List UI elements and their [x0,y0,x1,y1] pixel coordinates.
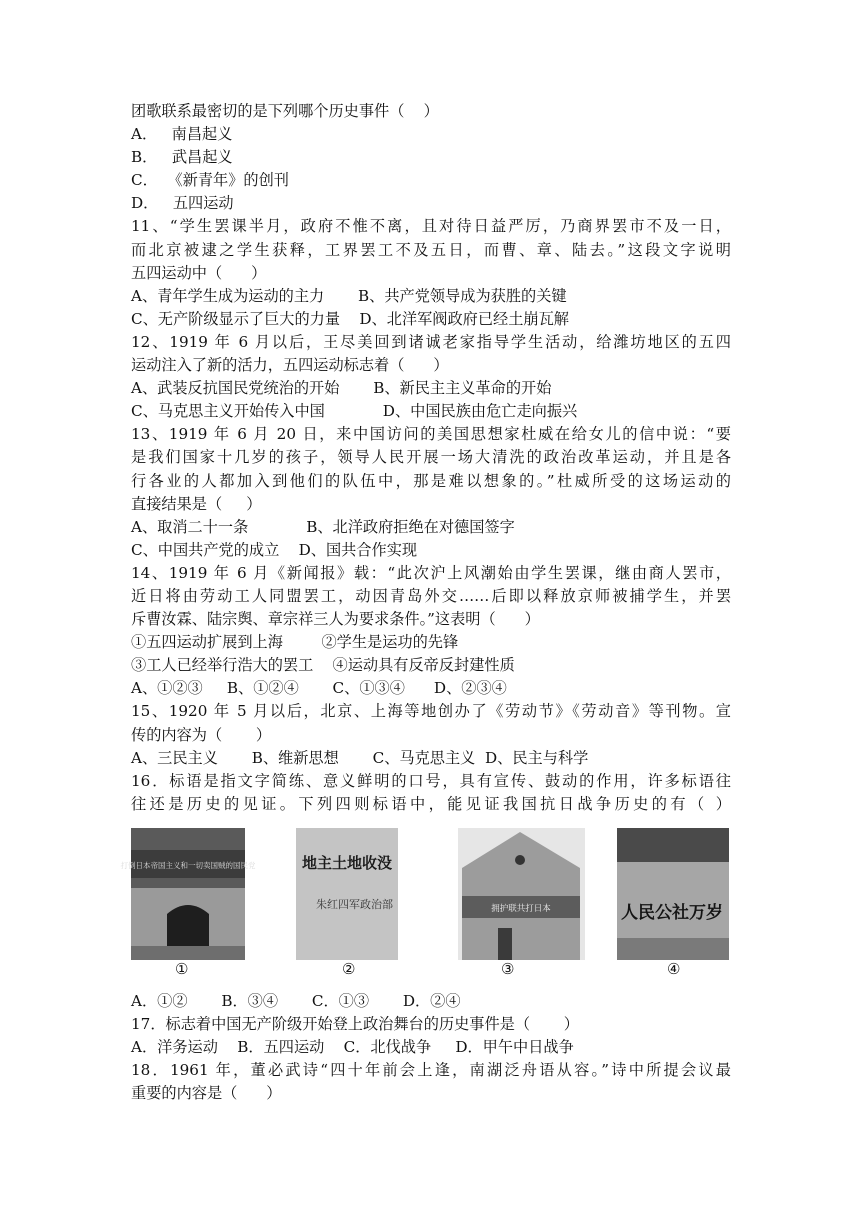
text-line: 11、“学生罢课半月，政府不惟不离，且对待日益严厉，乃商界罢市不及一日， [131,217,731,236]
text-line: 斥曹汝霖、陆宗舆、章宗祥三人为要求条件。”这表明（ ） [131,610,540,629]
text-line: C、马克思主义开始传入中国 D、中国民族由危亡走向振兴 [131,402,578,421]
text-line: 往还是历史的见证。下列四则标语中，能见证我国抗日战争历史的有（ ） [131,794,731,813]
question-block [131,100,731,816]
text-line: C、无产阶级显示了巨大的力量 D、北洋军阀政府已经土崩瓦解 [131,309,569,328]
text-line: A．洋务运动 B．五四运动 C．北伐战争 D．甲午中日战争 [131,1038,574,1057]
photo-label-3: ③ [501,959,515,978]
slogan-photo-3 [458,828,585,960]
text-line: 18．1961 年，董必武诗“四十年前会上逢，南湖泛舟语从容。”诗中所提会议最 [131,1061,731,1080]
text-line: 直接结果是（ ） [131,494,262,513]
text-line: A、青年学生成为运动的主力 B、共产党领导成为获胜的关键 [131,286,567,305]
text-line: 传的内容为（ ） [131,725,272,744]
text-line: 14、1919 年 6 月《新闻报》载：“此次沪上风潮始由学生罢课，继由商人罢市， [131,563,731,582]
text-line: C． 《新青年》的创刊 [131,171,289,190]
text-line: A． 南昌起义 [131,125,233,144]
text-line: 17．标志着中国无产阶级开始登上政治舞台的历史事件是（ ） [131,1015,579,1033]
text-line: 行各业的人都加入到他们的队伍中，那是难以想象的。”杜威所受的这场运动的 [131,471,731,490]
photo-label-1: ① [175,959,189,978]
slogan-text-2b: 朱红四军政治部 [316,897,393,911]
text-line: D． 五四运动 [131,194,234,213]
text-line: ③工人已经举行浩大的罢工 ④运动具有反帝反封建性质 [131,656,515,675]
text-line: B． 武昌起义 [131,148,233,167]
text-line: 15、1920 年 5 月以后，北京、上海等地创办了《劳动节》《劳动音》等刊物。宣 [131,702,731,721]
text-line: A、取消二十一条 B、北洋政府拒绝在对德国签字 [131,517,515,536]
slogan-photos [120,828,731,968]
text-line: 团歌联系最密切的是下列哪个历史事件（ ） [131,102,439,120]
text-line: 是我们国家十几岁的孩子，领导人民开展一场大清洗的政治改革运动，并且是各 [131,448,731,467]
photo-labels [131,956,731,982]
photo-label-4: ④ [667,959,681,978]
text-line: A、武装反抗国民党统治的开始 B、新民主主义革命的开始 [131,379,552,398]
question-block-after [131,990,731,1105]
slogan-text-3: 拥护联共打日本 [491,903,551,914]
text-line: 12、1919 年 6 月以后，王尽美回到诸诚老家指导学生活动，给潍坊地区的五四 [131,332,731,351]
slogan-photo-1 [120,828,256,960]
text-line: A、三民主义 B、维新思想 C、马克思主义 D、民主与科学 [131,748,589,767]
text-line: 13、1919 年 6 月 20 日，来中国访问的美国思想家杜威在给女儿的信中说：“要 [131,425,731,444]
slogan-text-1: 打倒日本帝国主义和一切卖国贼的国民党 [120,860,256,870]
text-line: 近日将由劳动工人同盟罢工，动因青岛外交……后即以释放京师被捕学生，并罢 [131,586,731,605]
text-line: A、①②③ B、①②④ C、①③④ D、②③④ [131,679,507,698]
text-line: 运动注入了新的活力，五四运动标志着（ ） [131,356,449,375]
slogan-text-4: 人民公社万岁 [621,902,723,923]
text-line: 而北京被逮之学生获释，工界罢工不及五日，而曹、章、陆去。”这段文字说明 [131,240,731,259]
text-line: 16．标语是指文字简练、意义鲜明的口号，具有宣传、鼓动的作用，许多标语往 [131,771,731,790]
text-line: ①五四运动扩展到上海 ②学生是运功的先锋 [131,633,459,652]
text-line: A．①② B．③④ C．①③ D．②④ [131,991,461,1010]
slogan-text-2a: 地主土地收没 [302,853,393,872]
exam-page [120,100,731,1105]
text-line: 重要的内容是（ ） [131,1084,282,1103]
photo-label-2: ② [342,959,356,978]
slogan-photo-4 [617,828,729,960]
text-line: C、中国共产党的成立 D、国共合作实现 [131,540,418,559]
slogan-photo-2 [296,828,398,960]
text-line: 五四运动中（ ） [131,263,267,282]
